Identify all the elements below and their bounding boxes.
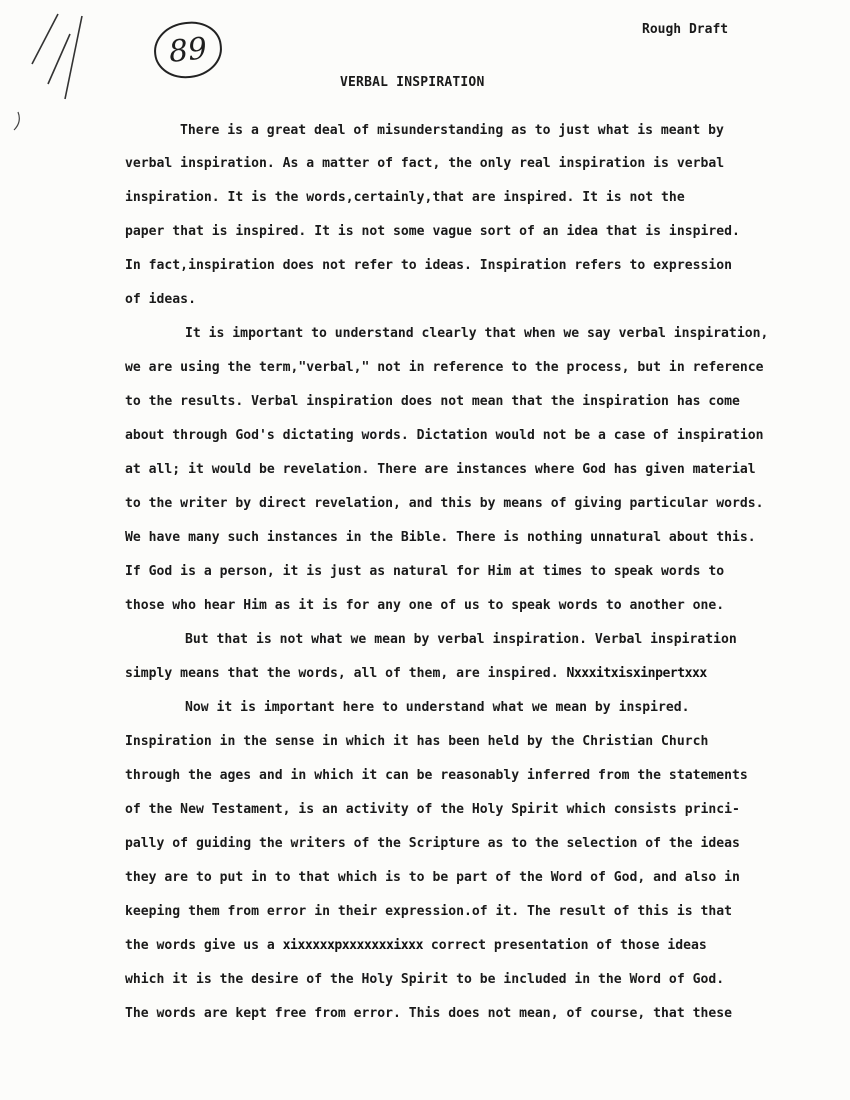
body-line: Now it is important here to understand what we mean by inspired. xyxy=(185,700,690,715)
body-line: those who hear Him as it is for any one of us to speak words to another one. xyxy=(125,598,725,613)
body-line: We have many such instances in the Bible. There is nothing unnatural about this. xyxy=(125,530,756,545)
body-line: inspiration. It is the words,certainly,that are inspired. It is not the xyxy=(125,190,685,205)
body-line: Inspiration in the sense in which it has been held by the Christian Church xyxy=(125,734,709,749)
body-line: It is important to understand clearly that when we say verbal inspiration, xyxy=(185,326,769,341)
page-number xyxy=(151,19,224,82)
body-line: verbal inspiration. As a matter of fact, the only real inspiration is verbal xyxy=(125,156,725,171)
body-line: of ideas. xyxy=(125,292,196,307)
struck-out-text: Nxxxitxisxinpertxxx xyxy=(566,666,707,681)
body-line xyxy=(125,667,707,680)
body-line: paper that is inspired. It is not some vague sort of an idea that is inspired. xyxy=(125,224,740,239)
body-line: of the New Testament, is an activity of the Holy Spirit which consists princi- xyxy=(125,802,740,817)
body-line: In fact,inspiration does not refer to ideas. Inspiration refers to expression xyxy=(125,258,732,273)
body-line: they are to put in to that which is to be part of the Word of God, and also in xyxy=(125,870,740,885)
struck-out-text: xixxxxxpxxxxxxxixxx xyxy=(282,938,423,953)
body-line xyxy=(125,939,707,952)
page-number-text: 89 xyxy=(167,30,209,70)
draft-status: Rough Draft xyxy=(642,22,729,37)
document-title: VERBAL INSPIRATION xyxy=(340,75,485,90)
body-line: which it is the desire of the Holy Spirit to be included in the Word of God. xyxy=(125,972,725,987)
body-line: about through God's dictating words. Dictation would not be a case of inspiration xyxy=(125,428,764,443)
body-line: we are using the term,"verbal," not in reference to the process, but in reference xyxy=(125,360,764,375)
body-line: If God is a person, it is just as natural for Him at times to speak words to xyxy=(125,564,725,579)
body-line: But that is not what we mean by verbal inspiration. Verbal inspiration xyxy=(185,632,737,647)
body-line: at all; it would be revelation. There are instances where God has given material xyxy=(125,462,756,477)
pencil-marks xyxy=(10,4,90,134)
body-line: through the ages and in which it can be reasonably inferred from the statements xyxy=(125,768,748,783)
body-line-text: the words give us a xyxy=(125,938,275,953)
body-line-text: correct presentation of those ideas xyxy=(430,938,707,953)
body-line-text: simply means that the words, all of them, are inspired. xyxy=(125,666,559,681)
body-line: pally of guiding the writers of the Scripture as to the selection of the ideas xyxy=(125,836,740,851)
body-line: to the writer by direct revelation, and this by means of giving particular words. xyxy=(125,496,764,511)
body-line: to the results. Verbal inspiration does not mean that the inspiration has come xyxy=(125,394,740,409)
body-line: keeping them from error in their expression.of it. The result of this is that xyxy=(125,904,732,919)
body-line: There is a great deal of misunderstanding as to just what is meant by xyxy=(180,123,724,138)
body-line: The words are kept free from error. This does not mean, of course, that these xyxy=(125,1006,732,1021)
